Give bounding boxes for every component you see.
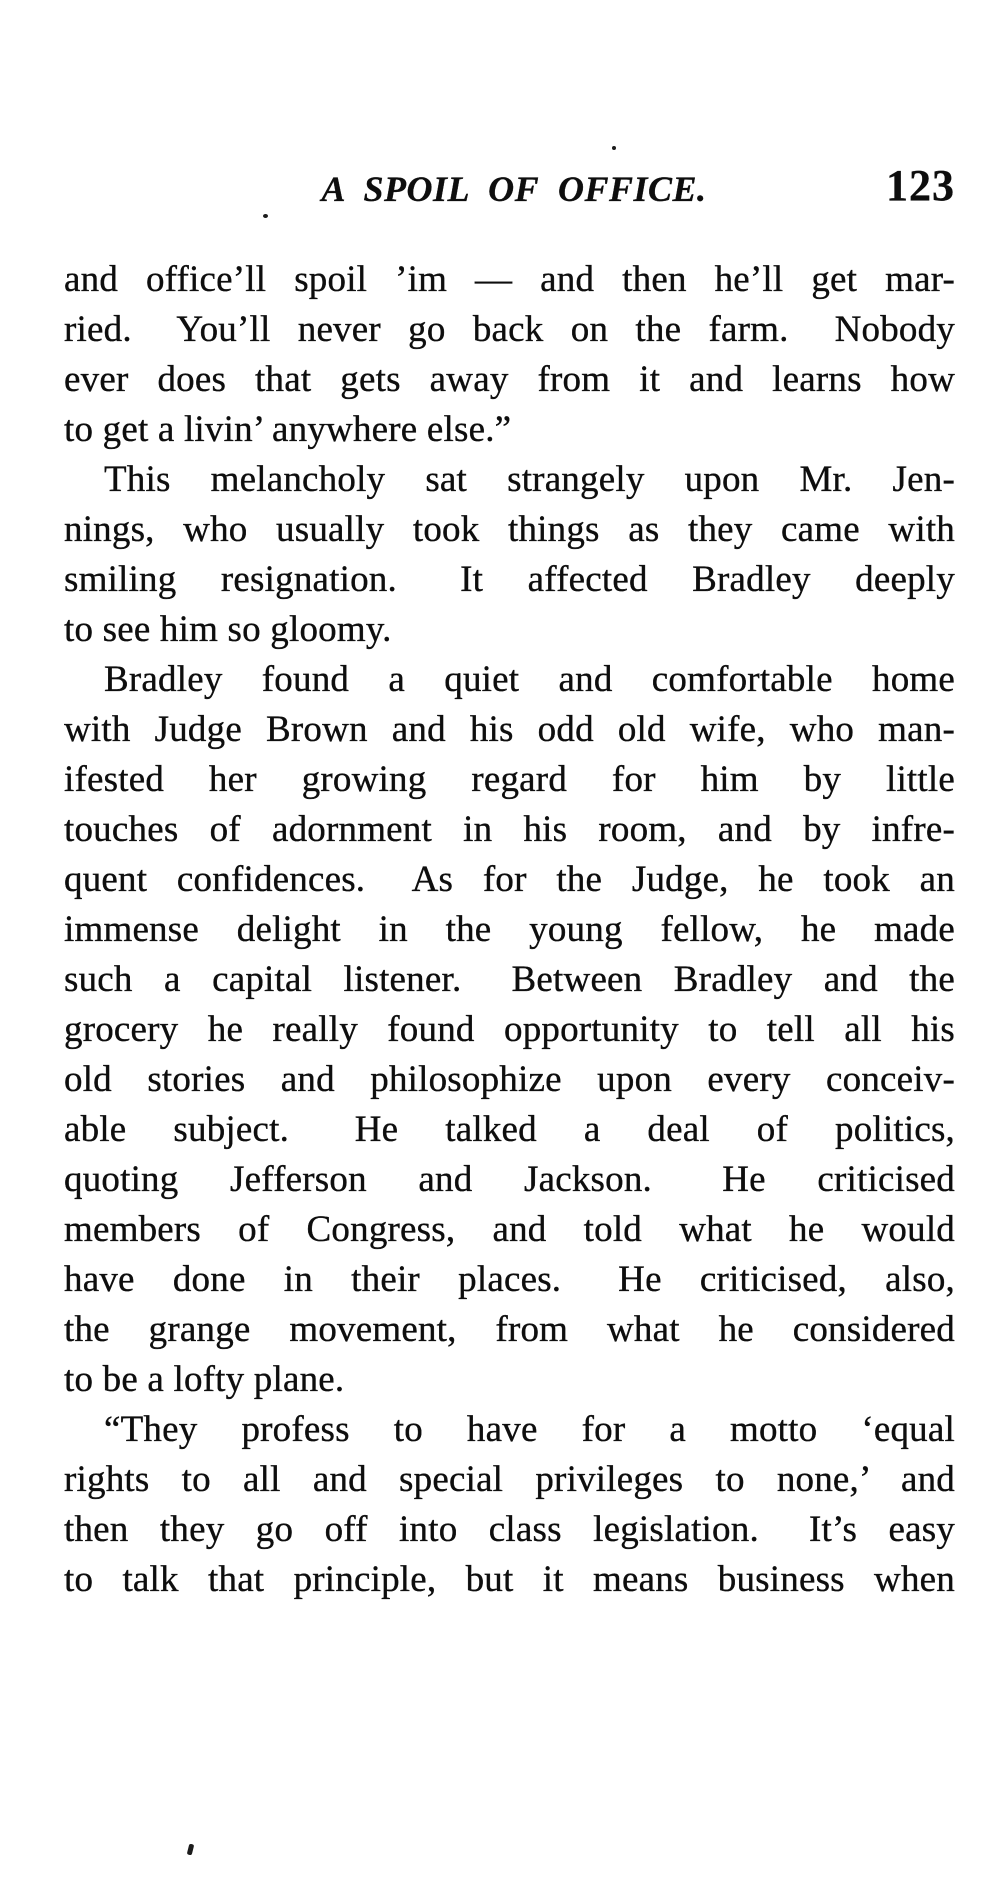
scan-speck: [263, 214, 268, 218]
paragraph: [64, 1405, 955, 1605]
text-line: immense delight in the young fellow, he made: [64, 909, 955, 950]
page-number: 123: [886, 161, 955, 210]
text-line: old stories and philosophize upon every conceiv-: [64, 1059, 955, 1100]
text-line: then they go off into class legislation. It’s easy: [64, 1509, 955, 1550]
text-line: the grange movement, from what he considered: [64, 1309, 955, 1350]
text-line: and office’ll spoil ’im — and then he’ll get mar-: [64, 259, 955, 300]
page-body: [64, 255, 955, 1605]
text-line: such a capital listener. Between Bradley and the: [64, 959, 955, 1000]
text-line: quent confidences. As for the Judge, he took an: [64, 859, 955, 900]
paragraph: [64, 455, 955, 655]
text-line: rights to all and special privileges to none,’ and: [64, 1459, 955, 1500]
text-line: nings, who usually took things as they came with: [64, 509, 955, 550]
text-line: to be a lofty plane.: [64, 1359, 345, 1400]
text-line: members of Congress, and told what he would: [64, 1209, 955, 1250]
paragraph: [64, 255, 955, 455]
text-line: This melancholy sat strangely upon Mr. Jen-: [104, 459, 955, 500]
text-line: Bradley found a quiet and comfortable home: [104, 659, 955, 700]
running-title: A SPOIL OF OFFICE.: [321, 169, 707, 209]
text-line: ifested her growing regard for him by little: [64, 759, 955, 800]
text-line: to get a livin’ anywhere else.”: [64, 409, 512, 450]
text-line: touches of adornment in his room, and by infre-: [64, 809, 955, 850]
scan-speck: [187, 1844, 195, 1856]
text-line: ried. You’ll never go back on the farm. Nobody: [64, 309, 955, 350]
text-line: to see him so gloomy.: [64, 609, 392, 650]
paragraph: [64, 655, 955, 1405]
text-line: able subject. He talked a deal of politics,: [64, 1109, 955, 1150]
text-line: to talk that principle, but it means business when: [64, 1559, 955, 1600]
text-line: quoting Jefferson and Jackson. He criticised: [64, 1159, 955, 1200]
text-line: with Judge Brown and his odd old wife, who man-: [64, 709, 955, 750]
scan-speck: [612, 146, 616, 150]
text-line: smiling resignation. It affected Bradley deeply: [64, 559, 955, 600]
text-line: grocery he really found opportunity to tell all his: [64, 1009, 955, 1050]
text-line: have done in their places. He criticised, also,: [64, 1259, 955, 1300]
text-line: ever does that gets away from it and learns how: [64, 359, 955, 400]
text-line: “They profess to have for a motto ‘equal: [104, 1409, 955, 1450]
